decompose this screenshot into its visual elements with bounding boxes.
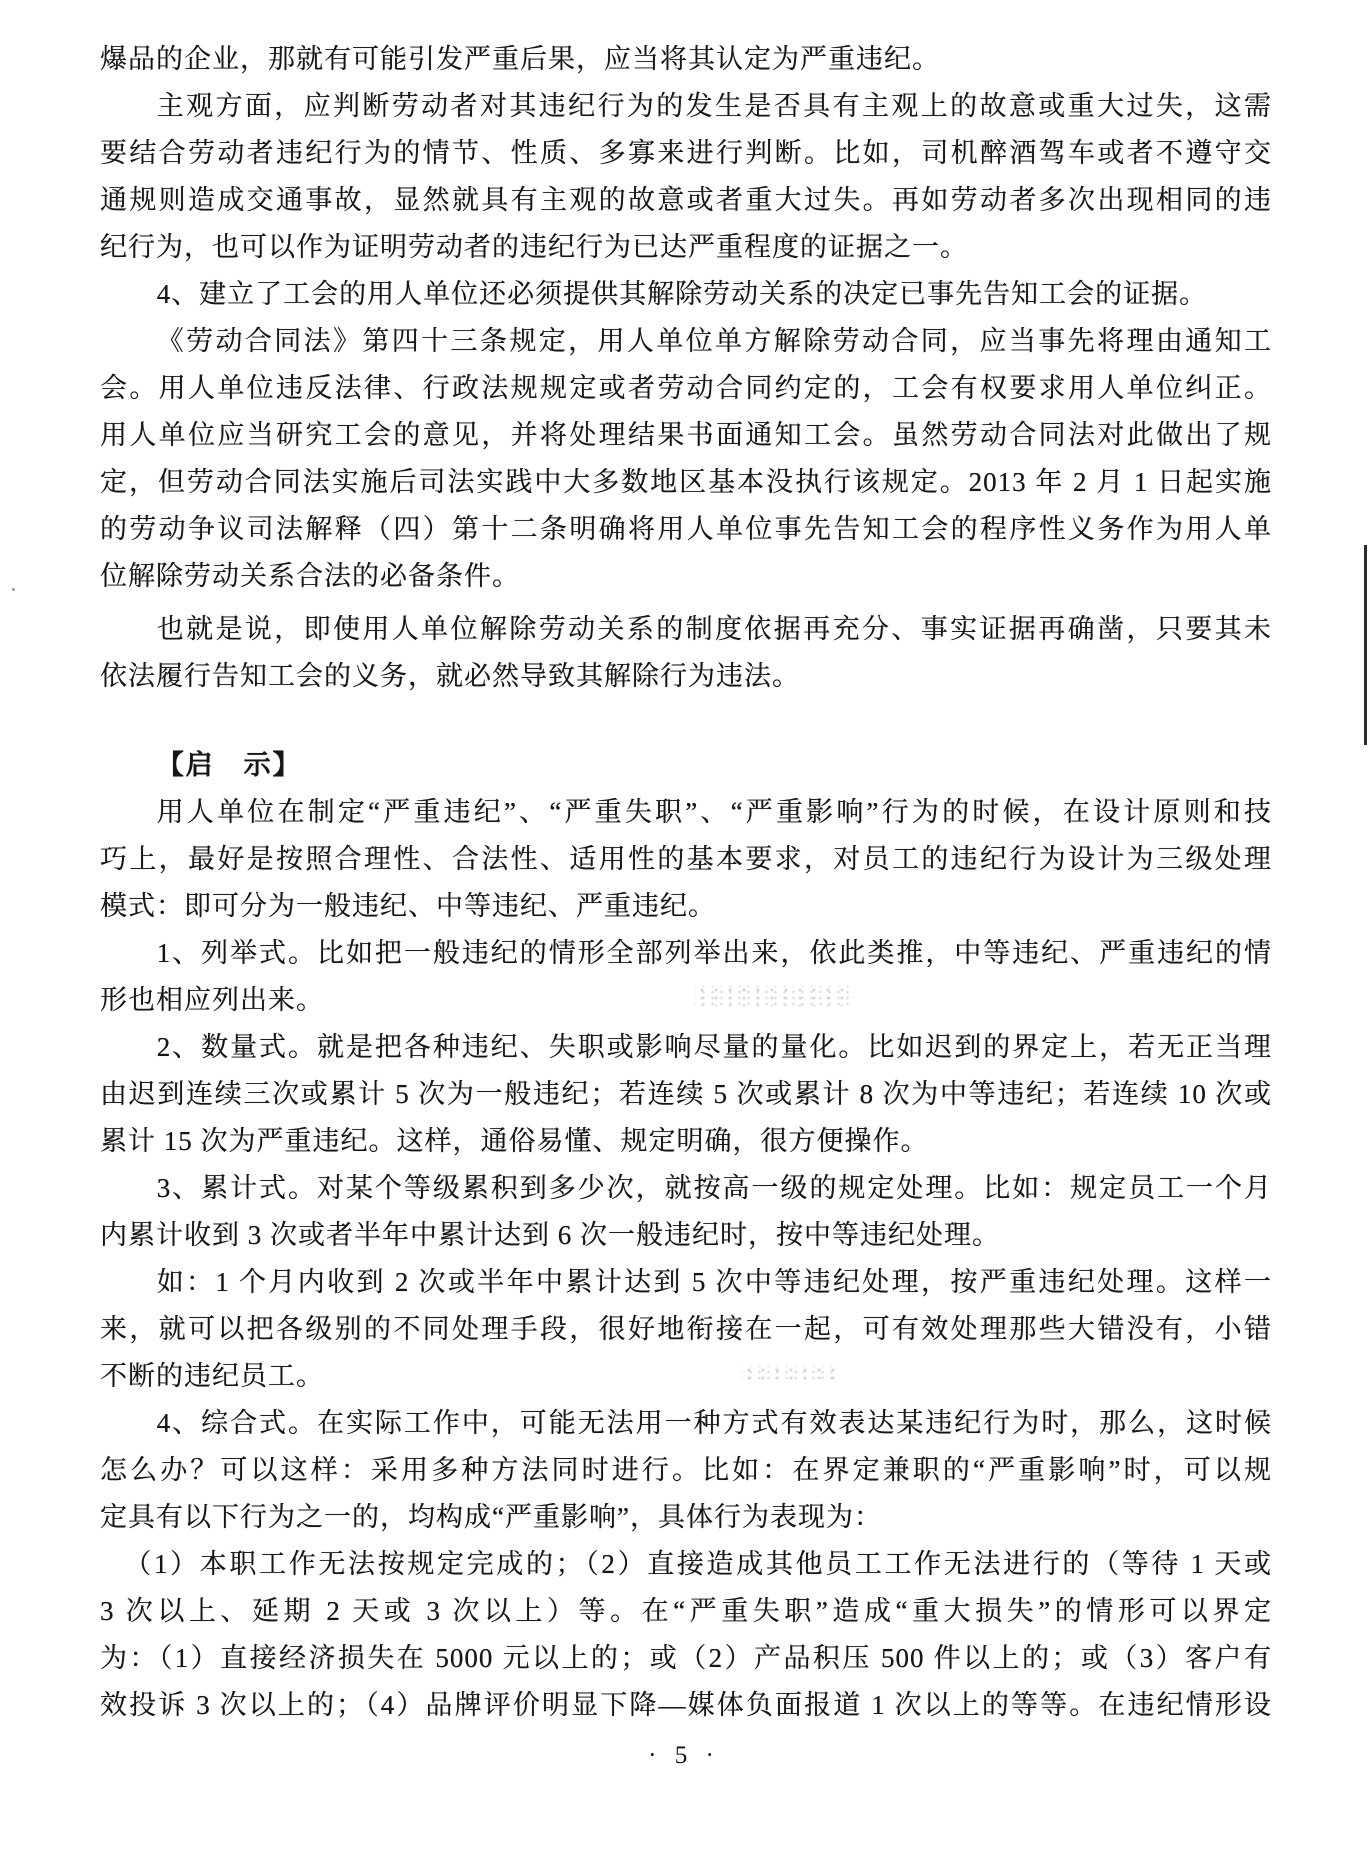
text-line: 形也相应列出来。 xyxy=(100,985,324,1015)
body-text xyxy=(100,36,1272,1729)
scan-smudge xyxy=(742,1366,837,1382)
text-line: 由迟到连续三次或累计 5 次为一般违纪；若连续 5 次或累计 8 次为中等违纪；若连续 10 次或 xyxy=(100,1079,1272,1109)
text-line: 的劳动争议司法解释（四）第十二条明确将用人单位事先告知工会的程序性义务作为用人单 xyxy=(100,514,1272,544)
text-line: 效投诉 3 次以上的；（4）品牌评价明显下降—媒体负面报道 1 次以上的等等。在违纪情形设 xyxy=(100,1690,1272,1720)
text-line: 位解除劳动关系合法的必备条件。 xyxy=(100,561,520,591)
text-line: 纪行为，也可以作为证明劳动者的违纪行为已达严重程度的证据之一。 xyxy=(100,232,968,262)
text-line: 爆品的企业，那就有可能引发严重后果，应当将其认定为严重违纪。 xyxy=(100,44,940,74)
text-line: 3、累计式。对某个等级累积到多少次，就按高一级的规定处理。比如：规定员工一个月 xyxy=(156,1173,1272,1203)
text-line: 定具有以下行为之一的，均构成“严重影响”，具体行为表现为： xyxy=(100,1502,882,1532)
text-line: 1、列举式。比如把一般违纪的情形全部列举出来，依此类推，中等违纪、严重违纪的情 xyxy=(156,938,1272,968)
text-line: 用人单位应当研究工会的意见，并将处理结果书面通知工会。虽然劳动合同法对此做出了规 xyxy=(100,420,1272,450)
text-line: 累计 15 次为严重违纪。这样，通俗易懂、规定明确，很方便操作。 xyxy=(100,1126,929,1156)
text-line: 巧上，最好是按照合理性、合法性、适用性的基本要求，对员工的违纪行为设计为三级处理 xyxy=(100,844,1272,874)
text-line: （1）本职工作无法按规定完成的；（2）直接造成其他员工工作无法进行的（等待 1 天或 xyxy=(124,1549,1272,1579)
text-line: 不断的违纪员工。 xyxy=(100,1361,324,1391)
text-line: 怎么办？可以这样：采用多种方法同时进行。比如：在界定兼职的“严重影响”时，可以规 xyxy=(100,1455,1272,1485)
text-line: 也就是说，即使用人单位解除劳动关系的制度依据再充分、事实证据再确凿，只要其未 xyxy=(156,614,1272,644)
scan-speck xyxy=(12,588,15,591)
scan-edge-artifact xyxy=(1364,545,1367,745)
text-line: 4、建立了工会的用人单位还必须提供其解除劳动关系的决定已事先告知工会的证据。 xyxy=(156,279,1208,309)
text-line: 主观方面，应判断劳动者对其违纪行为的发生是否具有主观上的故意或重大过失，这需 xyxy=(156,91,1272,121)
text-line: 《劳动合同法》第四十三条规定，用人单位单方解除劳动合同，应当事先将理由通知工 xyxy=(156,326,1272,356)
scan-smudge xyxy=(695,986,855,1006)
page-number: · 5 · xyxy=(648,1742,720,1769)
text-line: 4、综合式。在实际工作中，可能无法用一种方式有效表达某违纪行为时，那么，这时候 xyxy=(156,1408,1272,1438)
text-line: 用人单位在制定“严重违纪”、“严重失职”、“严重影响”行为的时候，在设计原则和技 xyxy=(156,797,1272,827)
text-line: 要结合劳动者违纪行为的情节、性质、多寡来进行判断。比如，司机醉酒驾车或者不遵守交 xyxy=(100,138,1272,168)
section-heading: 【启 示】 xyxy=(156,750,302,780)
text-line: 会。用人单位违反法律、行政法规规定或者劳动合同约定的，工会有权要求用人单位纠正。 xyxy=(100,373,1272,403)
text-line: 3 次以上、延期 2 天或 3 次以上）等。在“严重失职”造成“重大损失”的情形可以界定 xyxy=(100,1596,1272,1626)
text-line: 依法履行告知工会的义务，就必然导致其解除行为违法。 xyxy=(100,661,800,691)
text-line: 来，就可以把各级别的不同处理手段，很好地衔接在一起，可有效处理那些大错没有，小错 xyxy=(100,1314,1272,1344)
text-line: 定，但劳动合同法实施后司法实践中大多数地区基本没执行该规定。2013 年 2 月 1 日起实施 xyxy=(100,467,1272,497)
text-line: 为：（1）直接经济损失在 5000 元以上的；或（2）产品积压 500 件以上的；或（3）客户有 xyxy=(100,1643,1272,1673)
text-line: 通规则造成交通事故，显然就具有主观的故意或者重大过失。再如劳动者多次出现相同的违 xyxy=(100,185,1272,215)
text-line: 如：1 个月内收到 2 次或半年中累计达到 5 次中等违纪处理，按严重违纪处理。这样一 xyxy=(156,1267,1272,1297)
text-line: 模式：即可分为一般违纪、中等违纪、严重违纪。 xyxy=(100,891,716,921)
text-line: 2、数量式。就是把各种违纪、失职或影响尽量的量化。比如迟到的界定上，若无正当理 xyxy=(156,1032,1272,1062)
text-line: 内累计收到 3 次或者半年中累计达到 6 次一般违纪时，按中等违纪处理。 xyxy=(100,1220,1000,1250)
